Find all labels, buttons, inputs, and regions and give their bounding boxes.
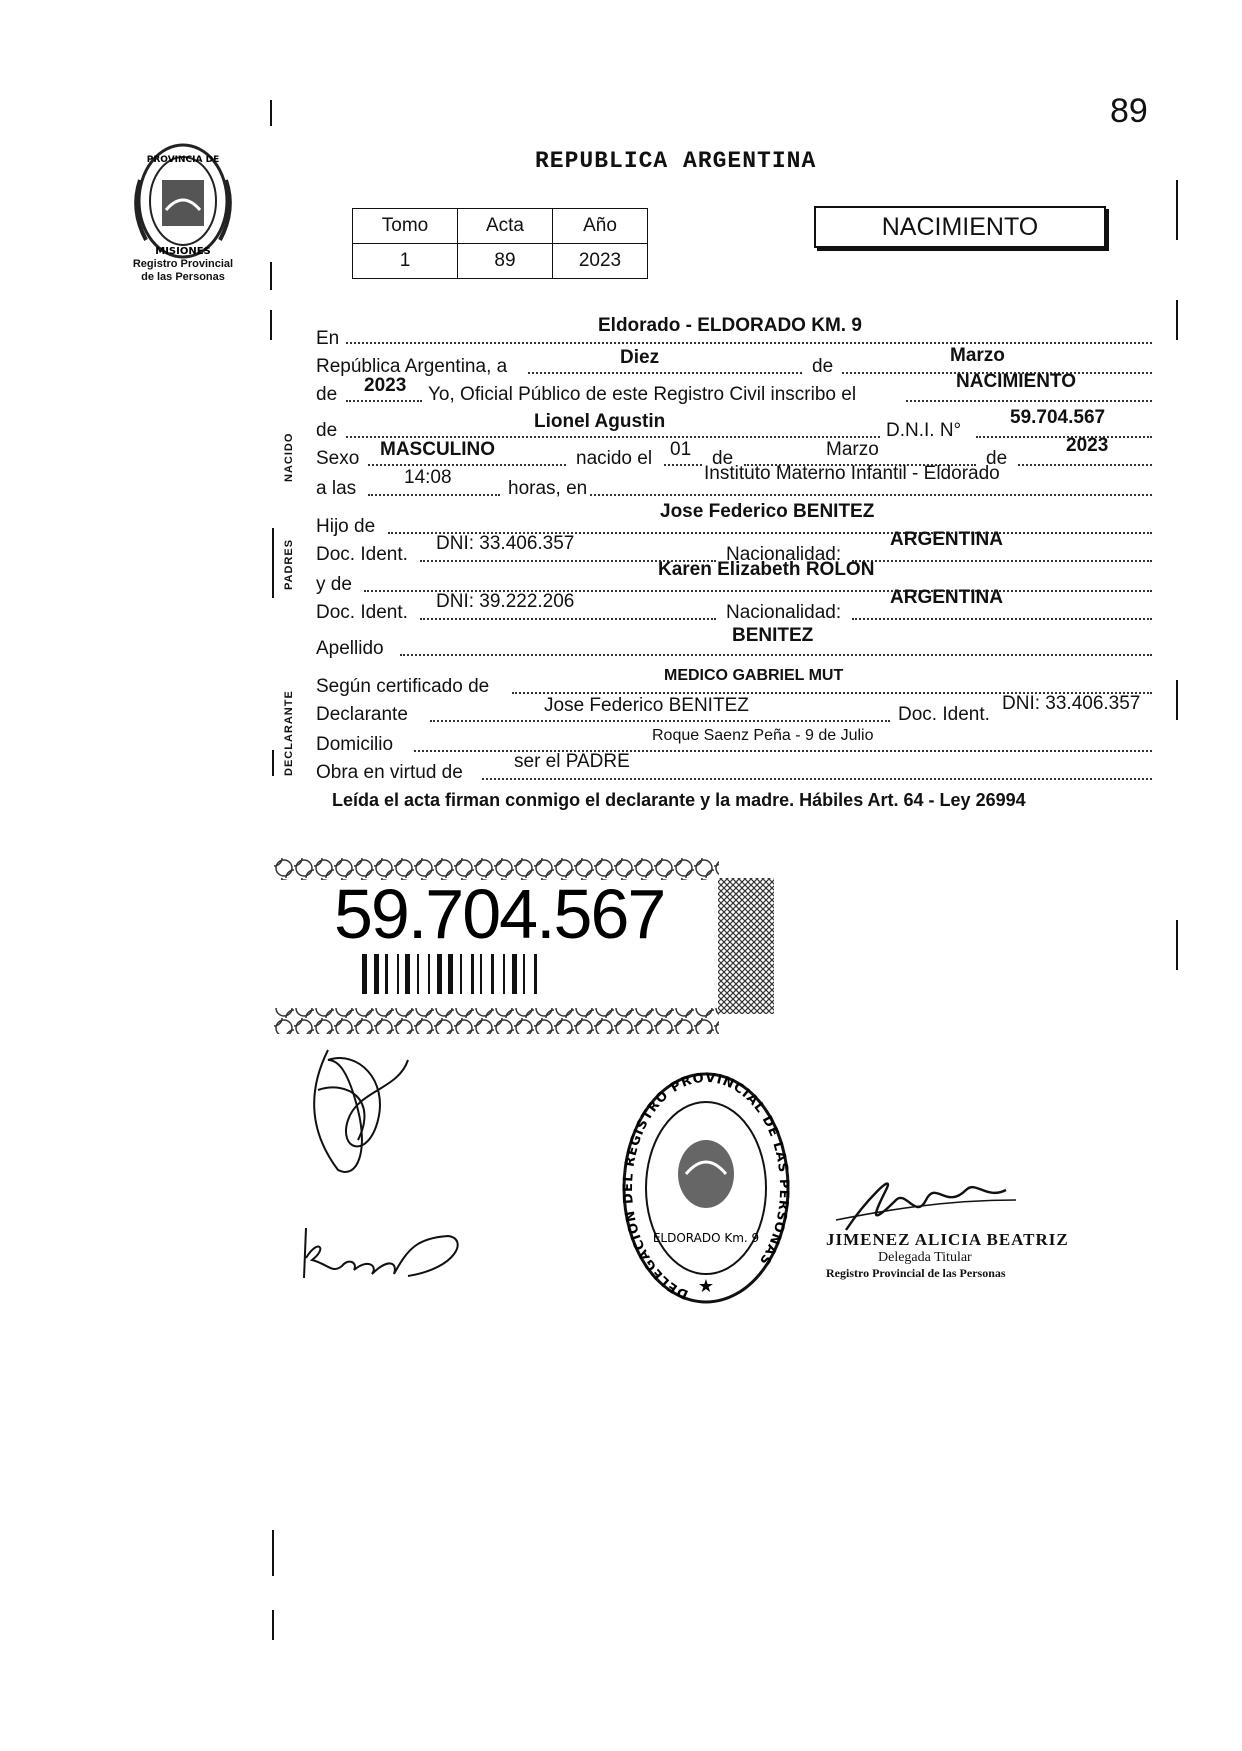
security-label	[274, 858, 774, 1036]
barcode-bar	[491, 954, 494, 994]
label-segun-cert: Según certificado de	[316, 676, 490, 697]
value-father-name: Jose Federico BENITEZ	[660, 501, 875, 522]
declarant-signature	[298, 1030, 418, 1180]
label-sexo: Sexo	[316, 448, 360, 469]
fill-line	[346, 400, 422, 402]
barcode-bar	[417, 954, 419, 994]
value-sex: MASCULINO	[380, 439, 496, 460]
margin-rule	[270, 310, 272, 340]
side-label-nacido: NACIDO	[283, 432, 295, 482]
label-nacionalidad: Nacionalidad:	[726, 602, 842, 623]
label-obra: Obra en virtud de	[316, 762, 463, 783]
margin-rule	[1176, 180, 1178, 240]
label-de: de	[812, 356, 834, 377]
barcode-bar	[428, 954, 430, 994]
margin-rule	[1176, 680, 1178, 720]
value-surname: BENITEZ	[732, 625, 814, 646]
logo-caption-line2: de las Personas	[141, 271, 225, 283]
value-declarant: Jose Federico BENITEZ	[544, 695, 749, 716]
label-a-las: a las	[316, 478, 357, 499]
value-month: Marzo	[950, 345, 1005, 366]
logo-text-bottom: MISIONES	[155, 246, 211, 257]
fill-line	[1018, 464, 1152, 466]
registry-value-tomo: 1	[353, 244, 458, 279]
barcode-bar	[460, 954, 462, 994]
value-address: Roque Saenz Peña - 9 de Julio	[652, 727, 874, 744]
barcode-bar	[471, 954, 474, 994]
value-place: Eldorado - ELDORADO KM. 9	[598, 315, 862, 336]
closing-note: Leída el acta firman conmigo el declarante y la madre. Hábiles Art. 64 - Ley 26994	[332, 790, 1026, 810]
margin-rule	[270, 100, 272, 126]
label-de: de	[986, 448, 1008, 469]
fill-line	[420, 618, 716, 620]
logo-caption-line1: Registro Provincial	[132, 258, 234, 270]
value-day-words: Diez	[620, 347, 660, 368]
logo-caption	[108, 258, 258, 284]
value-certificate-by: MEDICO GABRIEL MUT	[664, 667, 844, 684]
label-horas-en: horas, en	[508, 478, 588, 499]
barcode-bar	[437, 954, 442, 994]
fill-line	[482, 778, 1152, 780]
label-y-de: y de	[316, 574, 352, 595]
registry-table	[352, 208, 648, 279]
value-mother-name: Karen Elizabeth ROLON	[658, 559, 875, 580]
barcode-bar	[448, 954, 453, 994]
registry-header-tomo: Tomo	[353, 209, 458, 244]
label-en: En	[316, 328, 340, 349]
label-dni: D.N.I. N°	[886, 420, 962, 441]
margin-rule	[272, 1610, 274, 1640]
official-block	[826, 1230, 1069, 1281]
barcode-bar	[397, 954, 399, 994]
fill-line	[852, 618, 1152, 620]
fill-line	[430, 720, 890, 722]
stamp-inner-text: ELDORADO Km. 9	[652, 1231, 760, 1245]
province-seal-logo	[122, 140, 244, 262]
barcode-bar	[385, 954, 388, 994]
fill-line	[664, 464, 702, 466]
security-number: 59.704.567	[334, 875, 665, 953]
value-birth-year: 2023	[1066, 435, 1109, 456]
value-mother-nationality: ARGENTINA	[890, 587, 1003, 608]
margin-rule	[272, 1530, 274, 1576]
registry-header-acta: Acta	[458, 209, 553, 244]
svg-text:★: ★	[697, 1276, 715, 1297]
label-doc-ident: Doc. Ident.	[898, 704, 990, 725]
value-birth-time: 14:08	[404, 467, 452, 488]
fill-line	[346, 342, 1152, 344]
value-mother-doc: DNI: 39.222.206	[436, 591, 575, 612]
registry-stamp	[620, 1070, 792, 1308]
barcode-bar	[534, 954, 537, 994]
value-year: 2023	[364, 375, 407, 396]
label-yo-text: Yo, Oficial Público de este Registro Civil inscribo el	[428, 384, 857, 405]
margin-rule	[1176, 920, 1178, 970]
label-de: de	[316, 420, 338, 441]
mother-signature	[298, 1218, 478, 1288]
fill-line	[368, 464, 566, 466]
fill-line	[590, 494, 1152, 496]
fill-line	[400, 654, 1152, 656]
value-father-nationality: ARGENTINA	[890, 529, 1003, 550]
label-doc-ident: Doc. Ident.	[316, 544, 408, 565]
label-apellido: Apellido	[316, 638, 384, 659]
label-nacido-el: nacido el	[576, 448, 653, 469]
value-record-kind: NACIMIENTO	[956, 371, 1076, 392]
fill-line	[852, 560, 1152, 562]
value-father-doc: DNI: 33.406.357	[436, 533, 575, 554]
label-nacionalidad: Nacionalidad:	[726, 544, 842, 565]
fill-line	[906, 400, 1152, 402]
official-office: Registro Provincial de las Personas	[826, 1266, 1006, 1280]
margin-rule	[270, 262, 272, 290]
official-role: Delegada Titular	[878, 1250, 972, 1265]
barcode-bar	[480, 954, 482, 994]
label-de: de	[316, 384, 338, 405]
label-de: de	[712, 448, 734, 469]
barcode-bar	[362, 954, 367, 994]
barcode-bar	[512, 954, 517, 994]
fill-line	[528, 372, 802, 374]
page-number: 89	[1110, 92, 1148, 130]
barcode-bar	[523, 954, 525, 994]
value-birth-day: 01	[670, 439, 692, 460]
stamp-ring-text: DELEGACION DEL REGISTRO PROVINCIAL DE LAS PERSONAS	[621, 1070, 792, 1302]
barcode-bar	[503, 954, 505, 994]
label-republica: República Argentina, a	[316, 356, 508, 377]
value-dni: 59.704.567	[1010, 407, 1106, 428]
registry-value-anio: 2023	[553, 244, 648, 279]
value-capacity: ser el PADRE	[514, 751, 630, 772]
value-declarant-doc: DNI: 33.406.357	[1002, 693, 1141, 714]
official-name: JIMENEZ ALICIA BEATRIZ	[826, 1230, 1069, 1249]
label-domicilio: Domicilio	[316, 734, 394, 755]
document-title: REPUBLICA ARGENTINA	[535, 148, 817, 174]
fill-line	[346, 436, 880, 438]
side-label-declarante: DECLARANTE	[283, 690, 295, 776]
logo-text-top: PROVINCIA DE	[146, 155, 220, 165]
registry-header-anio: Año	[553, 209, 648, 244]
label-hijo-de: Hijo de	[316, 516, 376, 537]
margin-rule	[1176, 300, 1178, 340]
value-birth-month: Marzo	[826, 439, 879, 460]
barcode-bar	[374, 954, 379, 994]
official-signature	[826, 1160, 1026, 1240]
label-declarante: Declarante	[316, 704, 408, 725]
fill-line	[976, 436, 1152, 438]
value-birth-place: Instituto Materno Infantil - Eldorado	[704, 463, 1000, 484]
margin-rule	[272, 528, 274, 598]
record-type-box: NACIMIENTO	[814, 206, 1106, 248]
fill-line	[368, 494, 500, 496]
label-doc-ident: Doc. Ident.	[316, 602, 408, 623]
value-child-name: Lionel Agustin	[534, 411, 666, 432]
registry-value-acta: 89	[458, 244, 553, 279]
side-label-padres: PADRES	[283, 538, 295, 590]
margin-rule	[272, 750, 274, 776]
barcode-bar	[405, 954, 410, 994]
